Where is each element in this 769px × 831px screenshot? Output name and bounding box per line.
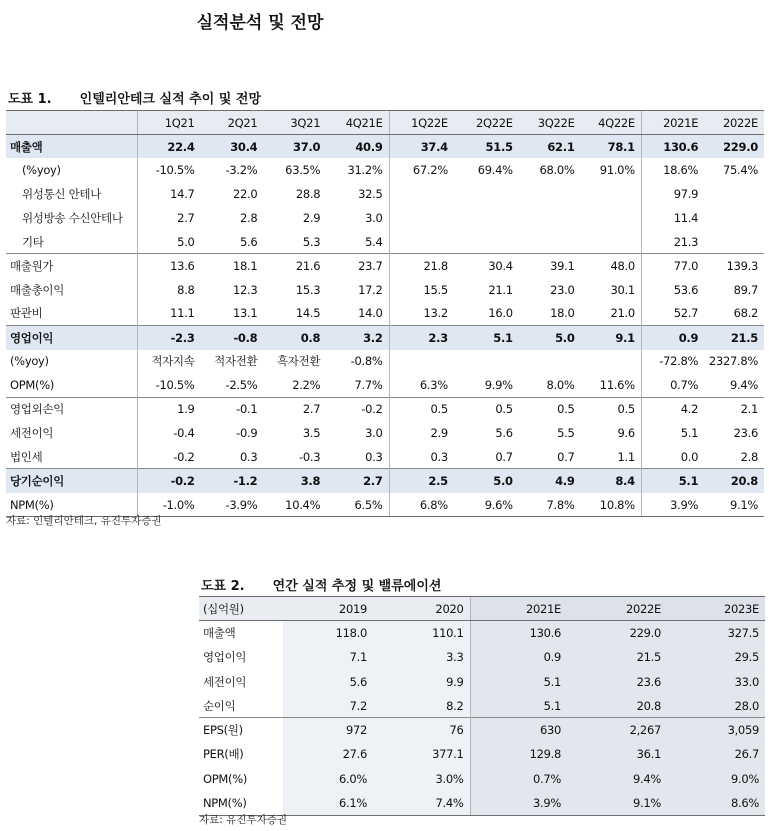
table-cell: 630 (470, 718, 567, 742)
table-cell: 6.5% (326, 493, 389, 517)
table-cell: 23.6 (733, 426, 758, 441)
table-cell: 1.9 (138, 397, 201, 421)
table-cell: 적자지속 (138, 350, 201, 374)
table-cell: 14.0 (358, 306, 383, 321)
table2-title: 연간 실적 추정 및 밸류에이션 (272, 579, 442, 594)
table-row (199, 621, 765, 645)
table-cell: 89.7 (733, 282, 758, 297)
table2-column-header: 2023E (667, 597, 765, 621)
table-cell: 2.1 (704, 397, 764, 421)
table-cell: 15.3 (295, 282, 321, 297)
table-cell: 5.1 (470, 694, 567, 718)
table-cell: 5.4 (365, 234, 383, 249)
table-cell: 8.8 (138, 278, 201, 302)
table-cell: 2.5 (389, 469, 454, 493)
table-cell: 118.0 (283, 621, 373, 645)
table-cell: 13.6 (138, 254, 201, 278)
table1-column-header: 3Q21 (263, 111, 326, 135)
row-label: 판관비 (10, 306, 43, 321)
table-cell: 0.3 (240, 449, 258, 464)
table-cell: 68.2 (733, 306, 758, 321)
table1-header-corner (6, 111, 138, 135)
table-cell: 5.0 (454, 469, 519, 493)
table-cell: 2.3 (389, 326, 454, 350)
table1-column-header: 2Q21 (201, 111, 264, 135)
row-label: NPM(%) (6, 493, 138, 517)
table-cell: 5.3 (302, 234, 321, 249)
table1-heading (8, 88, 261, 107)
table-cell: 21.5 (704, 326, 764, 350)
table-cell (519, 206, 581, 230)
table-cell: -2.5% (225, 378, 258, 393)
table-row (6, 445, 764, 469)
table-cell: 5.1 (470, 669, 567, 693)
table-cell: -10.5% (138, 158, 201, 182)
table-cell (389, 182, 454, 206)
table-row (6, 326, 764, 350)
row-label: 세전이익 (203, 674, 247, 689)
table-cell: 22.4 (138, 135, 201, 159)
table-cell: 6.8% (389, 493, 454, 517)
table-cell (704, 182, 764, 206)
table2-heading (201, 575, 441, 594)
table-cell: 9.0% (667, 767, 765, 791)
table-cell: 2.7 (326, 469, 389, 493)
table-cell: 130.6 (641, 135, 704, 159)
table-cell: 20.8 (704, 469, 764, 493)
table-row (6, 230, 764, 254)
table-cell: 0.5 (519, 397, 581, 421)
table-cell: 5.1 (454, 326, 519, 350)
table-cell: 14.5 (295, 306, 321, 321)
table-cell: 3.0 (365, 211, 383, 226)
table-cell: 20.8 (567, 694, 667, 718)
table-cell: -0.8% (350, 354, 383, 369)
table-row (199, 694, 765, 718)
table-cell: 11.6% (599, 378, 635, 393)
row-label: EPS(원) (199, 718, 283, 742)
table-cell: 0.9 (470, 645, 567, 669)
table-cell (389, 206, 454, 230)
table-cell: -1.2 (201, 469, 264, 493)
table-cell: 12.3 (232, 282, 258, 297)
table-cell: 0.7 (495, 449, 513, 464)
table-cell: 30.4 (454, 254, 519, 278)
row-label: 매출액 (6, 135, 138, 159)
table-cell: 9.6 (617, 426, 635, 441)
table-cell: -72.8% (641, 350, 704, 374)
table-cell: 3.0 (365, 426, 383, 441)
table1-column-header: 4Q21E (326, 111, 389, 135)
table-cell: 28.8 (295, 187, 321, 202)
table-cell: 36.1 (567, 742, 667, 766)
table-cell: 377.1 (373, 742, 470, 766)
table-row (6, 158, 764, 182)
table-cell (519, 230, 581, 254)
table1-column-header: 3Q22E (519, 111, 581, 135)
table-cell (704, 206, 764, 230)
table-cell: 0.9 (641, 326, 704, 350)
table2-unit-label: (십억원) (199, 597, 283, 621)
table-row (6, 182, 764, 206)
table-cell: 3.9% (641, 493, 704, 517)
table1-earnings-trend (6, 110, 764, 517)
table-cell: 3.2 (326, 326, 389, 350)
table-cell: 37.0 (263, 135, 326, 159)
table-cell (519, 350, 581, 374)
table-cell (519, 182, 581, 206)
table-cell: 9.1 (581, 326, 642, 350)
table-cell: -0.3 (298, 449, 321, 464)
row-label: 영업외손익 (6, 397, 138, 421)
table-cell: 3.8 (263, 469, 326, 493)
table-cell: 2.2% (292, 378, 321, 393)
table-cell: 3.3 (373, 645, 470, 669)
table-cell: 0.5 (454, 397, 519, 421)
table-row (199, 645, 765, 669)
table-row (199, 742, 765, 766)
table1-header-row (6, 111, 764, 135)
table-row (199, 718, 765, 742)
table-cell: 21.5 (567, 645, 667, 669)
table-cell: 8.2 (373, 694, 470, 718)
table-cell: 229.0 (567, 621, 667, 645)
table2-source: 자료: 유진투자증권 (199, 814, 288, 826)
row-label: 기타 (22, 234, 44, 249)
table-cell: 0.7% (470, 767, 567, 791)
table-cell: 4.2 (641, 397, 704, 421)
table-cell: 21.8 (389, 254, 454, 278)
row-label: (%yoy) (22, 163, 61, 178)
table-cell: 51.5 (454, 135, 519, 159)
table-cell: 7.2 (283, 694, 373, 718)
table-cell: 5.0 (519, 326, 581, 350)
table-cell: 7.1 (283, 645, 373, 669)
table-cell: 7.7% (354, 378, 383, 393)
table-cell (389, 350, 454, 374)
table-cell: 52.7 (641, 302, 704, 326)
table2-column-header: 2019 (283, 597, 373, 621)
row-label: 법인세 (10, 449, 43, 464)
table-cell: 32.5 (358, 187, 383, 202)
table-cell: 30.4 (201, 135, 264, 159)
table-cell: 18.1 (201, 254, 264, 278)
row-label: 매출원가 (6, 254, 138, 278)
table-cell: 77.0 (641, 254, 704, 278)
table-cell: 5.6 (283, 669, 373, 693)
table-cell: 39.1 (519, 254, 581, 278)
table-cell: 78.1 (581, 135, 642, 159)
table-row (6, 302, 764, 326)
table-row (6, 397, 764, 421)
table-cell: 5.6 (240, 234, 258, 249)
table-cell: 1.1 (617, 449, 635, 464)
table-cell: 68.0% (539, 163, 575, 178)
table-cell: 6.1% (283, 791, 373, 815)
table-cell: 21.6 (263, 254, 326, 278)
table-cell (454, 182, 519, 206)
table-cell: 9.1% (704, 493, 764, 517)
table-cell: 129.8 (470, 742, 567, 766)
table-cell: 2.8 (240, 211, 258, 226)
table-cell: 17.2 (358, 282, 383, 297)
row-label: 매출총이익 (10, 282, 65, 297)
table-cell: 9.9% (484, 378, 513, 393)
table1-column-header: 2021E (641, 111, 704, 135)
table-cell: 9.4% (729, 378, 758, 393)
table2-column-header: 2020 (373, 597, 470, 621)
table-cell: 33.0 (667, 669, 765, 693)
table-cell: -0.2 (138, 445, 201, 469)
table-row (6, 469, 764, 493)
table-cell: 0.3 (389, 445, 454, 469)
table-cell: 13.1 (232, 306, 258, 321)
table1-column-header: 4Q22E (581, 111, 642, 135)
table-cell: 16.0 (488, 306, 513, 321)
table-cell: 97.9 (641, 182, 704, 206)
table-cell: 67.2% (389, 158, 454, 182)
table-cell: 13.2 (389, 302, 454, 326)
table-cell: 30.1 (610, 282, 635, 297)
row-label: OPM(%) (203, 771, 248, 786)
row-label: (%yoy) (10, 354, 49, 369)
table-cell: 28.0 (667, 694, 765, 718)
table-cell: 14.7 (138, 182, 201, 206)
table-cell: 48.0 (581, 254, 642, 278)
table1-fig-number: 도표 1. (8, 92, 52, 107)
table-cell: 110.1 (373, 621, 470, 645)
table-cell: 2.7 (138, 206, 201, 230)
table-cell: 69.4% (477, 163, 513, 178)
table-cell: 11.4 (641, 206, 704, 230)
table-row (199, 669, 765, 693)
table-cell: -1.0% (138, 493, 201, 517)
table-cell: 62.1 (519, 135, 581, 159)
table-cell: 0.7 (557, 449, 575, 464)
table-row (199, 767, 765, 791)
table-cell: 5.1 (641, 469, 704, 493)
table-cell: 6.0% (283, 767, 373, 791)
table2-column-header: 2021E (470, 597, 567, 621)
table-cell: 2,267 (567, 718, 667, 742)
table-cell: 26.7 (667, 742, 765, 766)
table-cell: 29.5 (667, 645, 765, 669)
table-cell: 76 (373, 718, 470, 742)
table-cell (454, 350, 519, 374)
table-cell: 2.9 (389, 421, 454, 445)
page-title: 실적분석 및 전망 (196, 13, 324, 33)
table-cell: 130.6 (470, 621, 567, 645)
table-cell: -0.2 (326, 397, 389, 421)
table-cell: 21.0 (610, 306, 635, 321)
table-cell: 31.2% (347, 163, 383, 178)
table-cell: 8.4 (581, 469, 642, 493)
table-cell: 21.3 (641, 230, 704, 254)
table-cell: 8.6% (667, 791, 765, 815)
table-cell: 10.4% (263, 493, 326, 517)
table-cell: -3.9% (201, 493, 264, 517)
row-label: 당기순이익 (6, 469, 138, 493)
table-cell: 53.6 (641, 278, 704, 302)
table-cell: 11.1 (138, 302, 201, 326)
table-cell (581, 350, 642, 374)
table-cell: 40.9 (326, 135, 389, 159)
table-cell: 0.8 (263, 326, 326, 350)
table-cell: 18.6% (641, 158, 704, 182)
row-label: 영업이익 (203, 650, 247, 665)
table1-title: 인텔리안테크 실적 추이 및 전망 (79, 92, 261, 107)
table1-column-header: 2022E (704, 111, 764, 135)
table-cell: 3.0% (373, 767, 470, 791)
table-cell: 5.6 (495, 426, 513, 441)
table-row (6, 278, 764, 302)
table-cell: 23.7 (326, 254, 389, 278)
table-cell: 91.0% (599, 163, 635, 178)
table-cell: 5.5 (557, 426, 575, 441)
table-cell: 0.3 (365, 449, 383, 464)
table-cell: 0.7% (641, 373, 704, 397)
table-cell: 15.5 (389, 278, 454, 302)
table-cell: 2.8 (740, 449, 758, 464)
table-cell: 327.5 (667, 621, 765, 645)
table-cell (454, 206, 519, 230)
table-cell: 139.3 (704, 254, 764, 278)
table-cell: 0.0 (641, 445, 704, 469)
row-label: 순이익 (203, 698, 236, 713)
row-label: 매출액 (203, 626, 236, 641)
table2-annual-valuation (199, 596, 765, 816)
table-cell: 흑자전환 (276, 354, 321, 369)
table-row (6, 206, 764, 230)
table-cell: 5.1 (641, 421, 704, 445)
table-cell (581, 230, 642, 254)
table-cell: -0.1 (201, 397, 264, 421)
table-cell (704, 230, 764, 254)
table-cell: 0.5 (389, 397, 454, 421)
table-cell: -10.5% (138, 373, 201, 397)
table1-source: 자료: 인텔리안테크, 유진투자증권 (6, 515, 162, 527)
table-row (6, 254, 764, 278)
table-cell: 8.0% (546, 378, 575, 393)
table-cell: -3.2% (225, 163, 258, 178)
table-cell: 2.7 (263, 397, 326, 421)
row-label: 세전이익 (10, 426, 54, 441)
table-cell: 229.0 (704, 135, 764, 159)
table-row (6, 373, 764, 397)
table-cell: 9.1% (567, 791, 667, 815)
table-cell: 4.9 (519, 469, 581, 493)
table-cell: -0.4 (138, 421, 201, 445)
table-cell: 22.0 (232, 187, 258, 202)
table-row (6, 421, 764, 445)
table-cell (454, 230, 519, 254)
table2-header-row (199, 597, 765, 621)
row-label: 영업이익 (6, 326, 138, 350)
table-cell (581, 206, 642, 230)
table-cell: 2.9 (302, 211, 321, 226)
table-row (6, 135, 764, 159)
table-cell: 2327.8% (708, 354, 758, 369)
table1-column-header: 1Q22E (389, 111, 454, 135)
table-cell: 21.1 (488, 282, 513, 297)
table-cell (389, 230, 454, 254)
table-cell (581, 182, 642, 206)
table-cell: 23.0 (550, 282, 575, 297)
row-label: NPM(%) (199, 791, 283, 815)
table-cell: 10.8% (581, 493, 642, 517)
row-label: 위성통신 안테나 (22, 187, 102, 202)
table-cell: 27.6 (283, 742, 373, 766)
table-cell: 75.4% (722, 163, 758, 178)
table-cell: 9.4% (567, 767, 667, 791)
table-row (6, 350, 764, 374)
row-label: OPM(%) (10, 378, 55, 393)
table-cell: -2.3 (138, 326, 201, 350)
table-cell: 972 (283, 718, 373, 742)
table-cell: 9.9 (373, 669, 470, 693)
table-cell: 0.5 (581, 397, 642, 421)
table-cell: 63.5% (285, 163, 321, 178)
table-cell: -0.8 (201, 326, 264, 350)
table-cell: -0.2 (138, 469, 201, 493)
table-cell: 9.6% (454, 493, 519, 517)
table-cell: 3,059 (667, 718, 765, 742)
table-cell: -0.9 (236, 426, 258, 441)
table-cell: 23.6 (567, 669, 667, 693)
table-cell: 3.5 (302, 426, 321, 441)
table-cell: 5.0 (138, 230, 201, 254)
row-label: PER(배) (203, 747, 244, 762)
table-cell: 적자전환 (214, 354, 258, 369)
table-cell: 6.3% (389, 373, 454, 397)
table2-column-header: 2022E (567, 597, 667, 621)
table-cell: 7.8% (519, 493, 581, 517)
row-label: 위성방송 수신안테나 (22, 211, 123, 226)
table1-column-header: 2Q22E (454, 111, 519, 135)
table-cell: 37.4 (389, 135, 454, 159)
table2-fig-number: 도표 2. (201, 579, 245, 594)
table-cell: 3.9% (470, 791, 567, 815)
table1-column-header: 1Q21 (138, 111, 201, 135)
table-cell: 18.0 (550, 306, 575, 321)
table-cell: 7.4% (373, 791, 470, 815)
